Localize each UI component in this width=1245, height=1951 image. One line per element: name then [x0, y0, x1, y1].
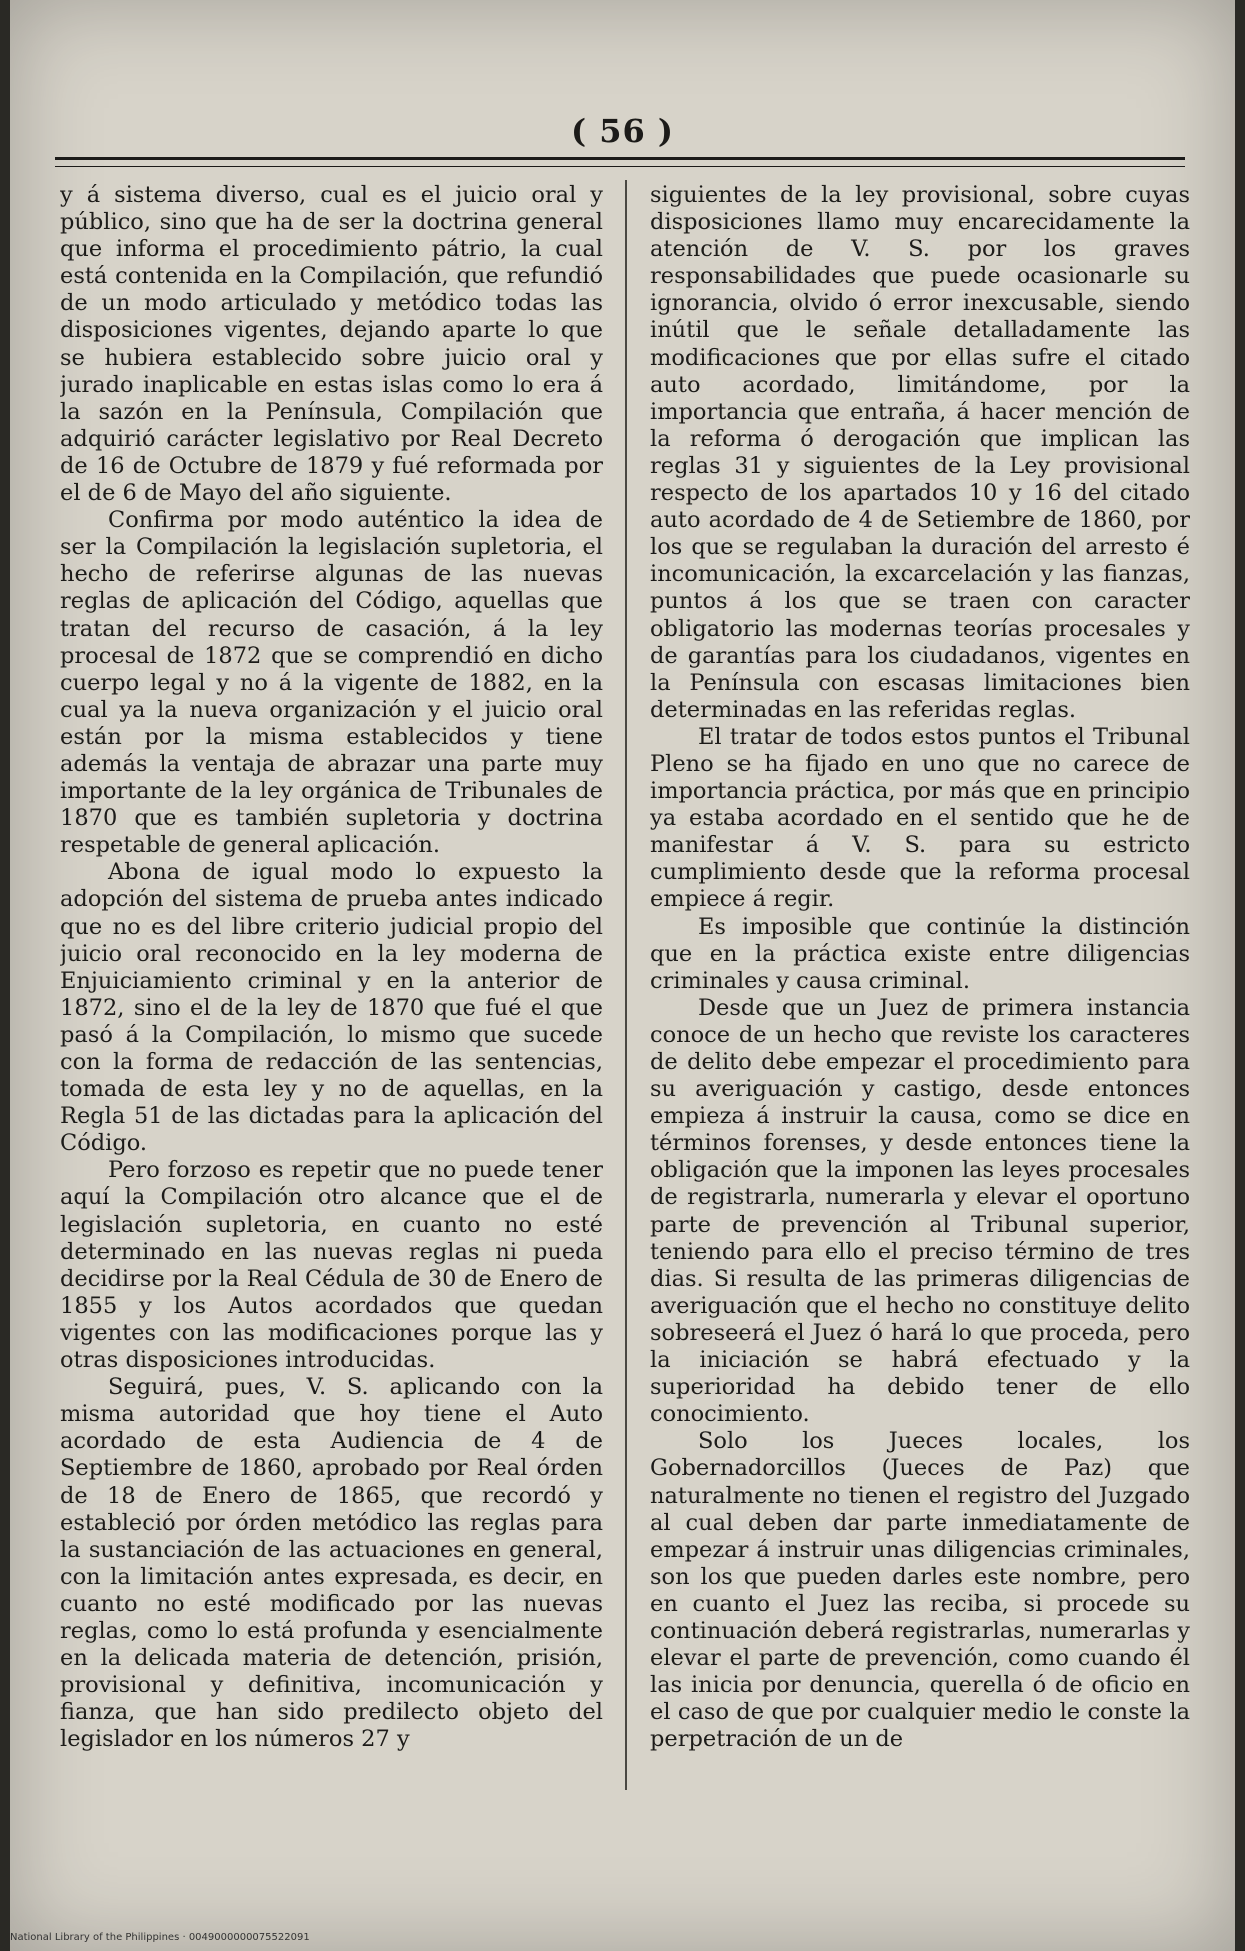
document-page	[10, 0, 1235, 1951]
left-paragraph-3: Abona de igual modo lo expuesto la adopción del sistema de prueba antes indicado que no es del libre criterio judicial propio del juicio oral reconocido en la ley moderna de Enjuiciamiento criminal y en la anterior de 1872, sino el de la ley de 1870 que fué el que pasó á la Compilación, lo mismo que sucede con la forma de redacción de las sentencias, tomada de esta ley y no de aquellas, en la Regla 51 de las dictadas para la aplicación del Código.	[60, 859, 603, 1157]
header-rule	[55, 157, 1185, 167]
left-paragraph-4: Pero forzoso es repetir que no puede tener aquí la Compilación otro alcance que el de legislación supletoria, en cuanto no esté determinado en las nuevas reglas ni pueda decidirse por la Real Cédula de 30 de Enero de 1855 y los Autos acordados que quedan vigentes con las modificaciones porque las y otras disposiciones introducidas.	[60, 1157, 603, 1374]
right-paragraph-3: Es imposible que continúe la distinción que en la práctica existe entre diligencias criminales y causa criminal.	[650, 913, 1190, 994]
column-divider	[625, 180, 627, 1790]
right-paragraph-1: siguientes de la ley provisional, sobre cuyas disposiciones llamo muy encarecidamente la atención de V. S. por los graves responsabilidades que puede ocasionarle su ignorancia, olvido ó error inexcusable, siendo inútil que le señale detalladamente las modificaciones que por ellas sufre el citado auto acordado, limitándome, por la importancia que entraña, á hacer mención de la reforma ó derogación que implican las reglas 31 y siguientes de la Ley provisional respecto de los apartados 10 y 16 del citado auto acordado de 4 de Setiembre de 1860, por los que se regulaban la duración del arresto é incomunicación, la excarcelación y las fianzas, puntos á los que se traen con caracter obligatorio las modernas teorías procesales y de garantías para los ciudadanos, vigentes en la Península con escasas limitaciones bien determinadas en las referidas reglas.	[650, 182, 1190, 723]
left-paragraph-5: Seguirá, pues, V. S. aplicando con la misma autoridad que hoy tiene el Auto acordado de esta Audiencia de 4 de Septiembre de 1860, aprobado por Real órden de 18 de Enero de 1865, que recordó y estableció por órden metódico las reglas para la sustanciación de las actuaciones en general, con la limitación antes expresada, es decir, en cuanto no esté modificado por las nuevas reglas, como lo está profunda y esencialmente en la delicada materia de detención, prisión, provisional y definitiva, incomunicación y fianza, que han sido predilecto objeto del legislador en los números 27 y	[60, 1374, 603, 1753]
left-paragraph-1: y á sistema diverso, cual es el juicio oral y público, sino que ha de ser la doctrina general que informa el procedimiento pátrio, la cual está contenida en la Compilación, que refundió de un modo articulado y metódico todas las disposiciones vigentes, dejando aparte lo que se hubiera establecido sobre juicio oral y jurado inaplicable en estas islas como lo era á la sazón en la Península, Compilación que adquirió carácter legislativo por Real Decreto de 16 de Octubre de 1879 y fué reformada por el de 6 de Mayo del año siguiente.	[60, 182, 603, 507]
right-column	[650, 182, 1190, 1856]
right-paragraph-4: Desde que un Juez de primera instancia conoce de un hecho que reviste los caracteres de delito debe empezar el procedimiento para su averiguación y castigo, desde entonces empieza á instruir la causa, como se dice en términos forenses, y desde entonces tiene la obligación que la imponen las leyes procesales de registrarla, numerarla y elevar el oportuno parte de prevención al Tribunal superior, teniendo para ello el preciso término de tres dias. Si resulta de las primeras diligencias de averiguación que el hecho no constituye delito sobreseerá el Juez ó hará lo que proceda, pero la iniciación se habrá efectuado y la superioridad ha debido tener de ello conocimiento.	[650, 994, 1190, 1428]
page-number: ( 56 )	[570, 112, 675, 150]
left-paragraph-2: Confirma por modo auténtico la idea de ser la Compilación la legislación supletoria, el hecho de referirse algunas de las nuevas reglas de aplicación del Código, aquellas que tratan del recurso de casación, á la ley procesal de 1872 que se comprendió en dicho cuerpo legal y no á la vigente de 1882, en la cual ya la nueva organización y el juicio oral están por la misma establecidos y tiene además la ventaja de abrazar una parte muy importante de la ley orgánica de Tribunales de 1870 que es también supletoria y doctrina respetable de general aplicación.	[60, 507, 603, 859]
right-paragraph-5: Solo los Jueces locales, los Gobernadorcillos (Jueces de Paz) que naturalmente no tienen el registro del Juzgado al cual deben dar parte inmediatamente de empezar á instruir unas diligencias criminales, son los que pueden darles este nombre, pero en cuanto el Juez las reciba, si procede su continuación deberá registrarlas, numerarlas y elevar el parte de prevención, como cuando él las inicia por denuncia, querella ó de oficio en el caso de que por cualquier medio le conste la perpetración de un de	[650, 1428, 1190, 1753]
left-column	[60, 182, 603, 1856]
right-paragraph-2: El tratar de todos estos puntos el Tribunal Pleno se ha fijado en uno que no carece de importancia práctica, por más que en principio ya estaba acordado en el sentido que he de manifestar á V. S. para su estricto cumplimiento desde que la reforma procesal empiece á regir.	[650, 723, 1190, 913]
library-footer: National Library of the Philippines · 0049000000075522091	[10, 1932, 310, 1943]
